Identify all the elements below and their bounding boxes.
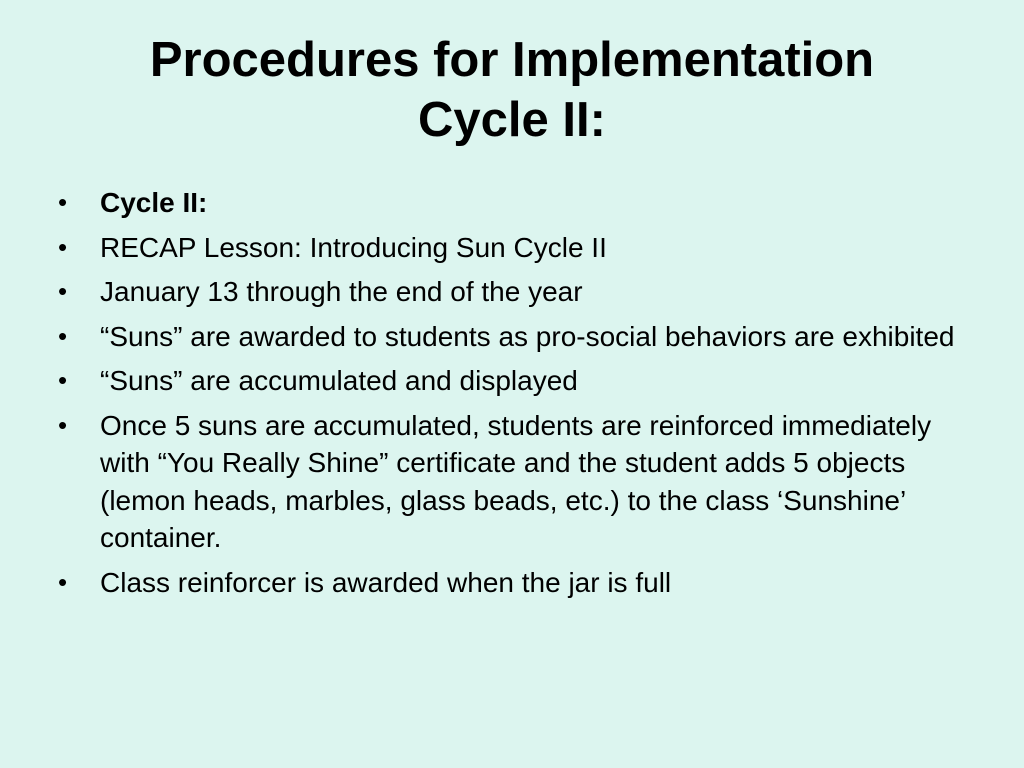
bullet-item-suns-displayed	[0, 362, 1000, 400]
bullet-icon: •	[58, 409, 68, 440]
bullet-item-reinforcement	[0, 407, 1000, 557]
bullet-item-suns-awarded	[0, 318, 1000, 356]
bullet-item-cycle-ii	[0, 184, 1000, 222]
bullet-text: Cycle II:	[100, 187, 208, 218]
slide-title-line-2: Cycle II:	[418, 93, 606, 147]
bullet-icon: •	[58, 187, 68, 217]
bullet-icon: •	[58, 320, 68, 351]
bullet-text: January 13 through the end of the year	[100, 276, 583, 307]
bullet-text: “Suns” are accumulated and displayed	[100, 365, 578, 396]
bullet-text: Once 5 suns are accumulated, students are reinforced immediately with “You Really Shine” certificate and the student adds 5 objects (lemon heads, marbles, glass beads, etc.) to the class ‘Sunshine’ container.	[100, 409, 932, 553]
bullet-item-class-reinforcer	[0, 564, 1000, 602]
bullet-icon: •	[58, 365, 68, 395]
bullet-icon: •	[58, 566, 68, 597]
bullet-item-recap-lesson	[0, 229, 1000, 267]
bullet-icon: •	[58, 276, 68, 306]
slide-title	[40, 30, 984, 150]
bullet-list	[0, 184, 1000, 608]
bullet-text: “Suns” are awarded to students as pro-social behaviors are exhibited	[100, 320, 955, 352]
bullet-text: Class reinforcer is awarded when the jar is full	[100, 566, 672, 598]
bullet-text: RECAP Lesson: Introducing Sun Cycle II	[100, 231, 607, 263]
bullet-icon: •	[58, 231, 68, 262]
bullet-item-dates	[0, 273, 1000, 311]
slide-title-line-1: Procedures for Implementation	[149, 33, 875, 87]
